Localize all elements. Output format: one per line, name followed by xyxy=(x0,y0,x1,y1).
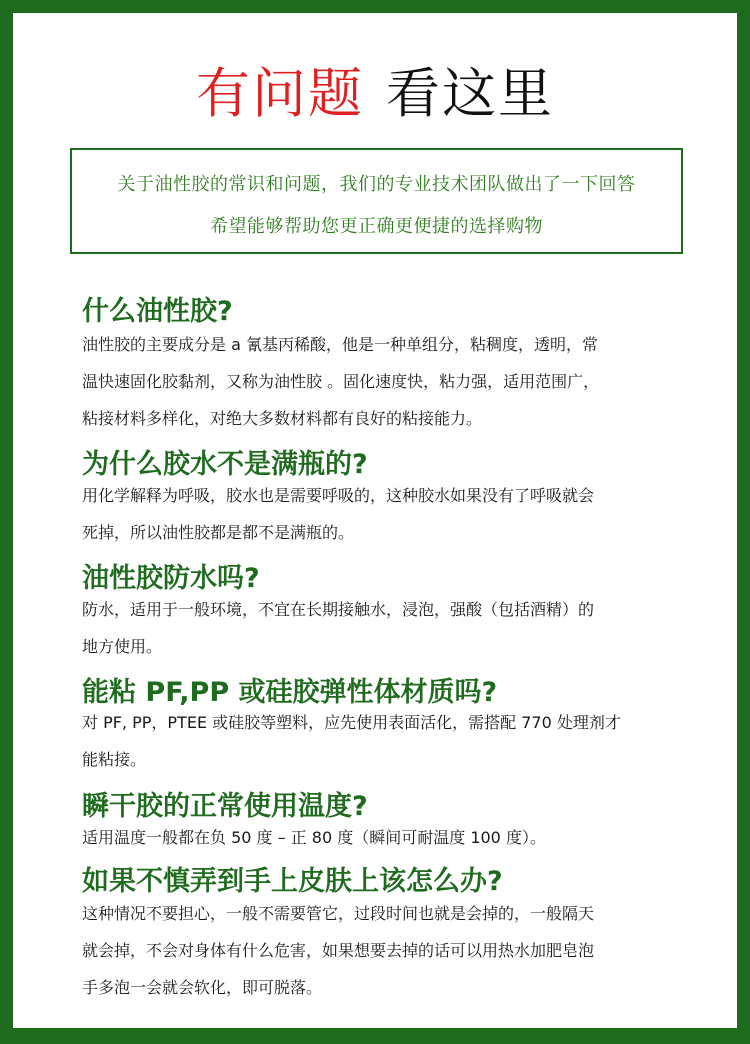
faq-answer-line: 用化学解释为呼吸，胶水也是需要呼吸的，这种胶水如果没有了呼吸就会 xyxy=(82,486,595,505)
faq-item-waterproof xyxy=(82,562,692,665)
title-red-text: 有问题 xyxy=(196,62,364,125)
notice-line-2: 希望能够帮助您更正确更便捷的选择购物 xyxy=(210,216,543,237)
faq-question: 如果不慎弄到手上皮肤上该怎么办? xyxy=(82,866,503,897)
faq-question: 什么油性胶? xyxy=(82,296,233,327)
notice-line-1: 关于油性胶的常识和问题，我们的专业技术团队做出了一下回答 xyxy=(117,174,636,195)
faq-item-why-not-full-bottle xyxy=(82,448,692,551)
faq-answer-line: 死掉，所以油性胶都是都不是满瓶的。 xyxy=(82,523,355,542)
faq-answer-line: 就会掉，不会对身体有什么危害，如果想要去掉的话可以用热水加肥皂泡 xyxy=(82,941,595,960)
faq-question: 为什么胶水不是满瓶的? xyxy=(82,449,368,480)
faq-answer-line: 粘接材料多样化，对绝大多数材料都有良好的粘接能力。 xyxy=(82,409,483,428)
faq-answer-line: 地方使用。 xyxy=(82,637,163,656)
faq-answer-line: 温快速固化胶黏剂，又称为油性胶 。固化速度快，粘力强，适用范围广， xyxy=(82,372,600,391)
faq-answer-line: 防水，适用于一般环境，不宜在长期接触水，浸泡，强酸（包括酒精）的 xyxy=(82,600,595,619)
faq-question: 油性胶防水吗? xyxy=(82,563,260,594)
faq-answer-line: 适用温度一般都在负 50 度 – 正 80 度（瞬间可耐温度 100 度）。 xyxy=(82,828,546,847)
page-title xyxy=(0,58,750,130)
intro-notice-box xyxy=(70,148,683,254)
faq-answer-line: 油性胶的主要成分是 a 氰基丙稀酸，他是一种单组分，粘稠度，透明，常 xyxy=(82,335,598,354)
faq-item-temperature xyxy=(82,790,692,856)
faq-answer-line: 手多泡一会就会软化，即可脱落。 xyxy=(82,978,323,997)
faq-question: 能粘 PF,PP 或硅胶弹性体材质吗? xyxy=(82,677,498,708)
faq-answer-line: 对 PF, PP，PTEE 或硅胶等塑料，应先使用表面活化，需搭配 770 处理剂才 xyxy=(82,713,621,732)
faq-answer-line: 能粘接。 xyxy=(82,750,147,769)
faq-question: 瞬干胶的正常使用温度? xyxy=(82,791,368,822)
faq-item-skin-contact xyxy=(82,865,692,1006)
faq-item-what-is-oily-glue xyxy=(82,295,692,437)
title-black-text: 看这里 xyxy=(386,62,554,125)
faq-item-pf-pp-silicone xyxy=(82,676,692,778)
faq-answer-line: 这种情况不要担心，一般不需要管它，过段时间也就是会掉的，一般隔天 xyxy=(82,904,595,923)
